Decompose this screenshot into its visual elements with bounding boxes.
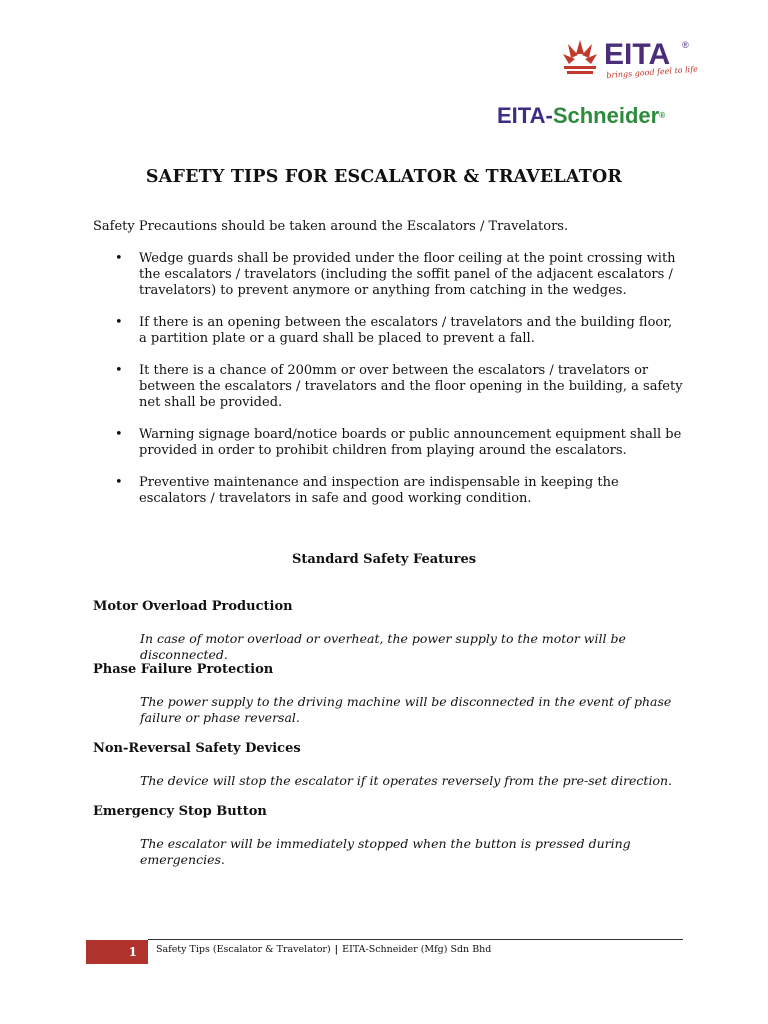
feature-description: The power supply to the driving machine will be disconnected in the event of phase failure or phase reversal. xyxy=(140,694,672,725)
eita-schneider-logo xyxy=(497,103,665,129)
list-item xyxy=(93,315,683,347)
list-item-text: It there is a chance of 200mm or over between the escalators / travelators or between the escalators / travelators and the floor opening in the building, a safety net shall be provided. xyxy=(139,363,683,410)
footer-divider xyxy=(148,939,683,940)
list-item xyxy=(93,427,683,459)
page-number: 1 xyxy=(86,940,148,964)
feature-heading: Non-Reversal Safety Devices xyxy=(93,741,301,756)
list-item-text: Wedge guards shall be provided under the floor ceiling at the point crossing with the escalators / travelators (including the soffit panel of the adjacent escalators / travelators) to prevent anymore or anything from catching in the wedges. xyxy=(139,251,676,298)
list-item-text: Warning signage board/notice boards or public announcement equipment shall be provided in order to prohibit children from playing around the escalators. xyxy=(139,427,682,458)
eita-schneider-logo-part2: Schneider xyxy=(552,103,660,128)
footer-company: EITA-Schneider (Mfg) Sdn Bhd xyxy=(342,944,492,955)
feature-heading: Phase Failure Protection xyxy=(93,662,274,677)
bullet-icon: • xyxy=(115,315,123,330)
list-item xyxy=(93,363,683,411)
feature-heading: Motor Overload Production xyxy=(93,599,293,614)
bullet-icon: • xyxy=(115,363,123,378)
eita-wordmark: EITA xyxy=(604,38,671,71)
footer-doc-title: Safety Tips (Escalator & Travelator) xyxy=(156,944,331,955)
eita-emblem-icon xyxy=(560,38,600,78)
footer-text xyxy=(156,944,491,955)
intro-text: Safety Precautions should be taken around the Escalators / Travelators. xyxy=(93,219,569,234)
eita-logo xyxy=(560,38,699,88)
document-title: SAFETY TIPS FOR ESCALATOR & TRAVELATOR xyxy=(145,167,623,187)
section-title: Standard Safety Features xyxy=(291,552,477,567)
precautions-list xyxy=(93,251,683,523)
registered-mark: ® xyxy=(659,111,666,120)
list-item-text: If there is an opening between the escalators / travelators and the building floor, a partition plate or a guard shall be placed to prevent a fall. xyxy=(139,315,673,346)
eita-schneider-logo-part1: EITA- xyxy=(497,103,553,128)
eita-tagline: brings good feel to life xyxy=(606,64,699,80)
list-item-text: Preventive maintenance and inspection are indispensable in keeping the escalators / travelators in safe and good working condition. xyxy=(139,475,619,506)
feature-heading: Emergency Stop Button xyxy=(93,804,267,819)
list-item xyxy=(93,475,683,507)
bullet-icon: • xyxy=(115,251,123,266)
list-item xyxy=(93,251,683,299)
footer-separator: | xyxy=(334,944,339,955)
feature-description: The device will stop the escalator if it operates reversely from the pre-set direction. xyxy=(140,773,673,788)
registered-mark: ® xyxy=(682,40,689,50)
feature-description: In case of motor overload or overheat, the power supply to the motor will be disconnected. xyxy=(140,631,626,662)
feature-description: The escalator will be immediately stopped when the button is pressed during emergencies. xyxy=(140,836,631,867)
bullet-icon: • xyxy=(115,475,123,490)
bullet-icon: • xyxy=(115,427,123,442)
